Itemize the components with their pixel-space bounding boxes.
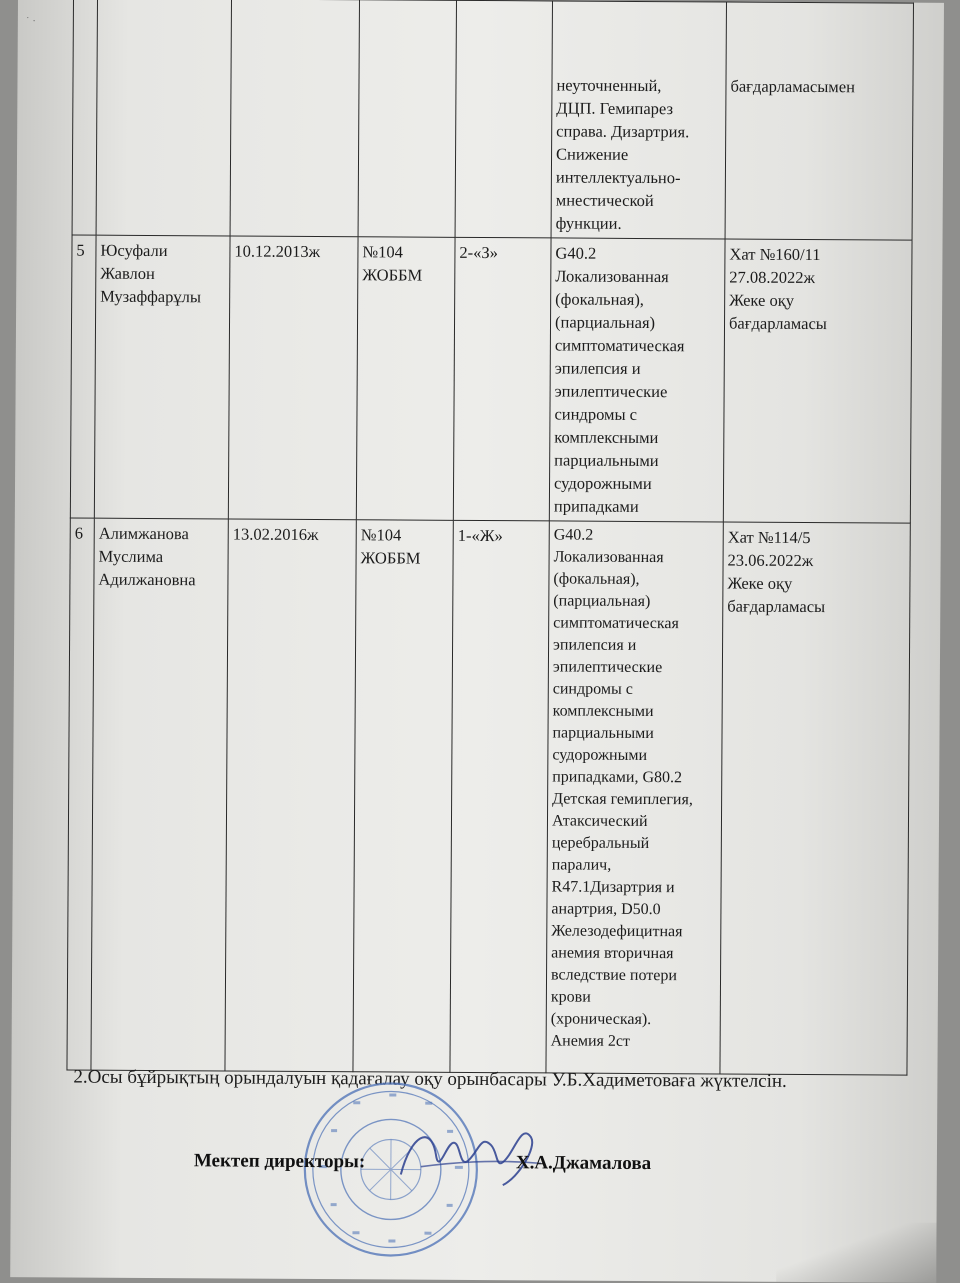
grade <box>455 0 552 238</box>
student-name <box>96 0 231 236</box>
table-row <box>67 518 910 1075</box>
document-page <box>10 0 944 1283</box>
photo-shadow <box>776 1222 936 1283</box>
program: Хат №160/11 27.08.2022ж Жеке оқу бағдарламасы <box>723 239 912 523</box>
student-name: Алимжанова Муслима Адилжановна <box>91 518 228 1071</box>
school <box>358 0 456 237</box>
school: №104 ЖОББМ <box>353 520 453 1073</box>
table-row <box>72 0 913 240</box>
director-name: Х.А.Джамалова <box>516 1152 651 1175</box>
director-label: Мектеп директоры: <box>194 1150 365 1172</box>
table-row <box>70 235 912 523</box>
diagnosis: G40.2 Локализованная (фокальная), (парциальная) симптоматическая эпилепсия и эпилептические синдромы с комплексными парциальными судорожными припадками <box>549 238 725 522</box>
student-name: Юсуфали Жавлон Музаффарұлы <box>94 235 230 519</box>
page-speck: ˙ · <box>26 15 36 27</box>
closing-paragraph: 2.Осы бұйрықтың орындалуын қадағалау оқу орынбасары У.Б.Хадиметоваға жүктелсін. <box>73 1066 873 1095</box>
row-number: 5 <box>70 235 96 518</box>
program: Хат №114/5 23.06.2022ж Жеке оқу бағдарламасы <box>720 522 910 1075</box>
diagnosis: G40.2 Локализованная (фокальная), (парциальная) симптоматическая эпилепсия и эпилептические синдромы с комплексными парциальными судорожными припадками, G80.2 Детская гемиплегия, Атаксический церебральный паралич, R47.1Дизартрия и анартрия, D50.0 Железодефицитная анемия вторичная вследствие потери крови (хроническая). Анемия 2ст <box>546 521 723 1074</box>
row-number: 6 <box>67 518 94 1070</box>
signature-line <box>194 1150 834 1176</box>
students-table <box>66 0 914 1076</box>
program: бағдарламасымен <box>725 2 913 240</box>
birth-date <box>230 0 359 237</box>
row-number <box>72 0 97 235</box>
grade: 2-«З» <box>453 237 551 521</box>
birth-date: 13.02.2016ж <box>225 519 356 1072</box>
school: №104 ЖОББМ <box>356 237 455 521</box>
grade: 1-«Ж» <box>450 520 549 1073</box>
birth-date: 10.12.2013ж <box>228 236 358 520</box>
diagnosis: неуточненный, ДЦП. Гемипарез справа. Дизартрия. Снижение интеллектуально- мнестической функции. <box>551 1 726 239</box>
